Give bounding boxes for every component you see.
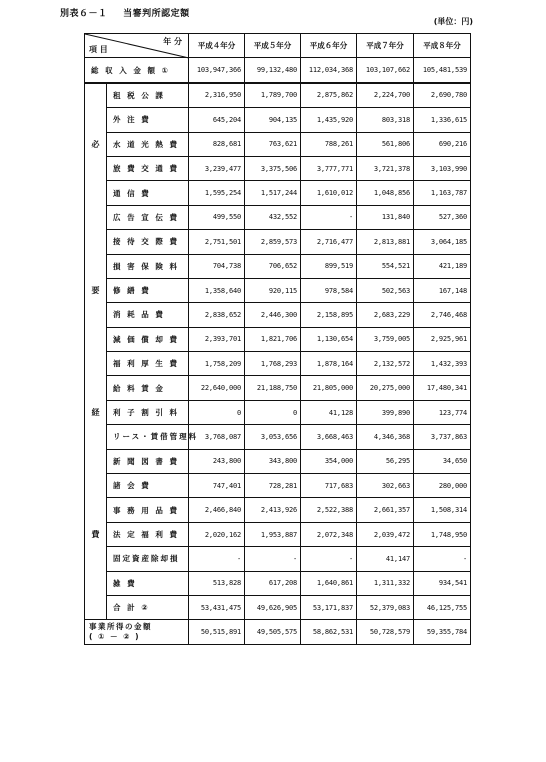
expense-value: 1,748,950 [414, 522, 471, 546]
expense-label: 旅 費 交 通 費 [107, 156, 189, 180]
expense-value: 1,508,314 [414, 498, 471, 522]
expense-group-cell [85, 474, 107, 498]
expense-label: 広 告 宣 伝 費 [107, 205, 189, 229]
expense-row [85, 400, 471, 424]
corner-cell [85, 34, 189, 58]
expense-value: 41,128 [301, 400, 357, 424]
expense-value: 1,595,254 [189, 181, 245, 205]
total-value: 53,171,837 [301, 595, 357, 619]
total-value: 53,431,475 [189, 595, 245, 619]
expense-value: 2,466,840 [189, 498, 245, 522]
expense-value: - [301, 205, 357, 229]
result-value: 50,515,891 [189, 620, 245, 644]
expense-value: 1,640,861 [301, 571, 357, 595]
expense-value: 2,925,961 [414, 327, 471, 351]
expense-value: 788,261 [301, 132, 357, 156]
expense-value: 803,318 [357, 108, 414, 132]
expense-value: 2,683,229 [357, 303, 414, 327]
expense-row [85, 181, 471, 205]
expense-row [85, 108, 471, 132]
expense-value: 828,681 [189, 132, 245, 156]
expense-value: 2,716,477 [301, 230, 357, 254]
result-value: 58,862,531 [301, 620, 357, 644]
expense-label: 修 繕 費 [107, 278, 189, 302]
expense-value: 1,311,332 [357, 571, 414, 595]
expense-label: 消 耗 品 費 [107, 303, 189, 327]
expense-value: 17,480,341 [414, 376, 471, 400]
expense-value: 899,519 [301, 254, 357, 278]
expense-group-cell [85, 547, 107, 571]
expense-group-cell [85, 376, 107, 400]
expense-label: 事 務 用 品 費 [107, 498, 189, 522]
expense-value: 3,375,506 [245, 156, 301, 180]
expense-value: 0 [245, 400, 301, 424]
expense-value: - [245, 547, 301, 571]
expense-group-cell [85, 181, 107, 205]
expense-value: 3,737,863 [414, 425, 471, 449]
expense-value: 2,522,388 [301, 498, 357, 522]
expense-value: 690,216 [414, 132, 471, 156]
expense-group-cell [85, 205, 107, 229]
total-value: 52,379,083 [357, 595, 414, 619]
corner-item-label: 項 目 [89, 45, 108, 55]
expense-group-cell [85, 571, 107, 595]
expense-value: 302,663 [357, 474, 414, 498]
expense-value: 21,188,750 [245, 376, 301, 400]
expense-group-cell: 要 [85, 278, 107, 302]
expense-label: 損 害 保 険 料 [107, 254, 189, 278]
expense-row [85, 278, 471, 302]
expense-row [85, 425, 471, 449]
expense-value: 728,281 [245, 474, 301, 498]
expense-value: 1,358,640 [189, 278, 245, 302]
expense-group-cell [85, 498, 107, 522]
year-header: 平成７年分 [357, 34, 414, 58]
income-value: 103,107,662 [357, 58, 414, 83]
expense-value: 513,828 [189, 571, 245, 595]
expense-value: 3,668,463 [301, 425, 357, 449]
expense-row [85, 352, 471, 376]
expense-value: 2,838,652 [189, 303, 245, 327]
page-title [60, 6, 190, 19]
income-row [85, 58, 471, 83]
result-label-line1: 事業所得の金額 [89, 622, 152, 632]
unit-label: (単位：円) [433, 17, 473, 26]
expense-value: 527,360 [414, 205, 471, 229]
expense-value: 22,640,000 [189, 376, 245, 400]
expense-value: 1,821,706 [245, 327, 301, 351]
header-row [85, 34, 471, 58]
expense-value: 3,239,477 [189, 156, 245, 180]
expense-row [85, 132, 471, 156]
expense-value: 167,148 [414, 278, 471, 302]
expense-value: 763,621 [245, 132, 301, 156]
expense-label: リース・賃借管理料 [107, 425, 189, 449]
expense-value: 1,610,012 [301, 181, 357, 205]
expense-group-cell [85, 352, 107, 376]
expense-value: 502,563 [357, 278, 414, 302]
expense-label: 固定資産除却損 [107, 547, 189, 571]
result-label [85, 620, 189, 644]
expense-value: 2,413,926 [245, 498, 301, 522]
expense-value: 354,000 [301, 449, 357, 473]
expense-value: 904,135 [245, 108, 301, 132]
expense-value: 421,189 [414, 254, 471, 278]
expense-value: 3,064,185 [414, 230, 471, 254]
expense-row [85, 83, 471, 108]
expense-label: 福 利 厚 生 費 [107, 352, 189, 376]
expense-value: 2,039,472 [357, 522, 414, 546]
total-value: 49,626,905 [245, 595, 301, 619]
expense-value: 920,115 [245, 278, 301, 302]
expense-value: 706,652 [245, 254, 301, 278]
expense-group-cell [85, 156, 107, 180]
expense-value: 34,650 [414, 449, 471, 473]
table-subtitle: 当審判所認定額 [123, 9, 190, 19]
year-header: 平成４年分 [189, 34, 245, 58]
expense-value: 934,541 [414, 571, 471, 595]
expense-value: 747,401 [189, 474, 245, 498]
expense-value: 2,020,162 [189, 522, 245, 546]
expense-value: 3,721,378 [357, 156, 414, 180]
expense-group-cell [85, 230, 107, 254]
expense-value: 2,072,348 [301, 522, 357, 546]
expense-row [85, 303, 471, 327]
expense-value: 21,805,000 [301, 376, 357, 400]
expense-value: 2,446,300 [245, 303, 301, 327]
expense-group-cell [85, 449, 107, 473]
expense-value: 2,393,701 [189, 327, 245, 351]
expense-row [85, 571, 471, 595]
expense-row [85, 205, 471, 229]
income-value: 112,034,368 [301, 58, 357, 83]
expense-value: 1,789,700 [245, 83, 301, 108]
expense-value: 41,147 [357, 547, 414, 571]
expense-value: 3,759,005 [357, 327, 414, 351]
expense-label: 通 信 費 [107, 181, 189, 205]
expense-row [85, 547, 471, 571]
expense-value: 1,953,887 [245, 522, 301, 546]
expense-value: 1,163,787 [414, 181, 471, 205]
expense-value: 131,840 [357, 205, 414, 229]
expense-label: 給 料 賃 金 [107, 376, 189, 400]
expense-value: 280,000 [414, 474, 471, 498]
expense-value: 1,130,654 [301, 327, 357, 351]
expense-value: 1,878,164 [301, 352, 357, 376]
expense-value: 2,751,501 [189, 230, 245, 254]
expense-row [85, 376, 471, 400]
expense-value: 3,768,087 [189, 425, 245, 449]
expense-value: 645,204 [189, 108, 245, 132]
result-value: 49,505,575 [245, 620, 301, 644]
expense-row [85, 498, 471, 522]
expense-value: 1,336,615 [414, 108, 471, 132]
year-header: 平成８年分 [414, 34, 471, 58]
income-value: 99,132,480 [245, 58, 301, 83]
expense-value: 1,517,244 [245, 181, 301, 205]
expense-value: 2,690,780 [414, 83, 471, 108]
expense-value: 978,584 [301, 278, 357, 302]
expense-value: 2,661,357 [357, 498, 414, 522]
expense-value: 2,158,895 [301, 303, 357, 327]
expense-row [85, 522, 471, 546]
corner-year-label: 年 分 [163, 37, 182, 46]
result-value: 59,355,784 [414, 620, 471, 644]
expense-value: 56,295 [357, 449, 414, 473]
result-value: 50,728,579 [357, 620, 414, 644]
expense-value: 554,521 [357, 254, 414, 278]
table-number: 別表６－１ [60, 9, 108, 19]
expense-value: 243,800 [189, 449, 245, 473]
expense-value: 704,738 [189, 254, 245, 278]
expense-value: 2,859,573 [245, 230, 301, 254]
expense-group-cell [85, 108, 107, 132]
expense-value: 1,435,920 [301, 108, 357, 132]
expense-label: 外 注 費 [107, 108, 189, 132]
expense-group-cell [85, 254, 107, 278]
expense-value: 617,208 [245, 571, 301, 595]
expense-value: 399,890 [357, 400, 414, 424]
expense-value: 123,774 [414, 400, 471, 424]
expense-value: 561,806 [357, 132, 414, 156]
expense-label: 減 価 償 却 費 [107, 327, 189, 351]
expense-value: - [414, 547, 471, 571]
expense-value: 4,346,368 [357, 425, 414, 449]
expense-label: 雑 費 [107, 571, 189, 595]
expense-group-cell [85, 425, 107, 449]
expense-value: 2,132,572 [357, 352, 414, 376]
expense-group-cell: 費 [85, 522, 107, 546]
expense-group-cell [85, 327, 107, 351]
expense-value: 1,432,393 [414, 352, 471, 376]
year-header: 平成６年分 [301, 34, 357, 58]
expense-value: 1,768,293 [245, 352, 301, 376]
expense-value: 2,813,881 [357, 230, 414, 254]
expense-value: 20,275,000 [357, 376, 414, 400]
expense-row [85, 254, 471, 278]
expense-group-cell: 必 [85, 132, 107, 156]
expense-value: 432,552 [245, 205, 301, 229]
expense-row [85, 449, 471, 473]
expense-label: 接 待 交 際 費 [107, 230, 189, 254]
expense-row [85, 156, 471, 180]
expense-group-cell [85, 83, 107, 108]
expense-value: - [189, 547, 245, 571]
result-row [85, 620, 471, 644]
expense-value: 717,683 [301, 474, 357, 498]
year-header: 平成５年分 [245, 34, 301, 58]
expense-label: 水 道 光 熱 費 [107, 132, 189, 156]
expense-label: 法 定 福 利 費 [107, 522, 189, 546]
expense-group-cell [85, 595, 107, 619]
expense-value: 3,053,656 [245, 425, 301, 449]
expense-value: 2,746,468 [414, 303, 471, 327]
expense-value: 3,777,771 [301, 156, 357, 180]
result-label-line2: ( ① － ② ) [89, 632, 140, 642]
expense-row [85, 327, 471, 351]
expense-label: 利 子 割 引 料 [107, 400, 189, 424]
income-table [84, 33, 471, 645]
expense-group-cell: 経 [85, 400, 107, 424]
expense-value: 343,800 [245, 449, 301, 473]
expense-label: 諸 会 費 [107, 474, 189, 498]
income-label: 総 収 入 金 額 ① [85, 58, 189, 83]
expense-group-cell [85, 303, 107, 327]
income-value: 103,947,366 [189, 58, 245, 83]
expense-value: - [301, 547, 357, 571]
expense-label: 新 聞 図 書 費 [107, 449, 189, 473]
expense-value: 2,316,950 [189, 83, 245, 108]
expense-value: 0 [189, 400, 245, 424]
expense-value: 1,048,856 [357, 181, 414, 205]
total-value: 46,125,755 [414, 595, 471, 619]
expense-label: 租 税 公 課 [107, 83, 189, 108]
total-label: 合 計 ② [107, 595, 189, 619]
expense-row [85, 230, 471, 254]
income-value: 105,481,539 [414, 58, 471, 83]
expense-value: 2,224,700 [357, 83, 414, 108]
expense-value: 2,875,862 [301, 83, 357, 108]
table-body [85, 34, 471, 645]
total-row [85, 595, 471, 619]
expense-row [85, 474, 471, 498]
expense-value: 499,550 [189, 205, 245, 229]
expense-value: 1,758,209 [189, 352, 245, 376]
expense-value: 3,103,990 [414, 156, 471, 180]
